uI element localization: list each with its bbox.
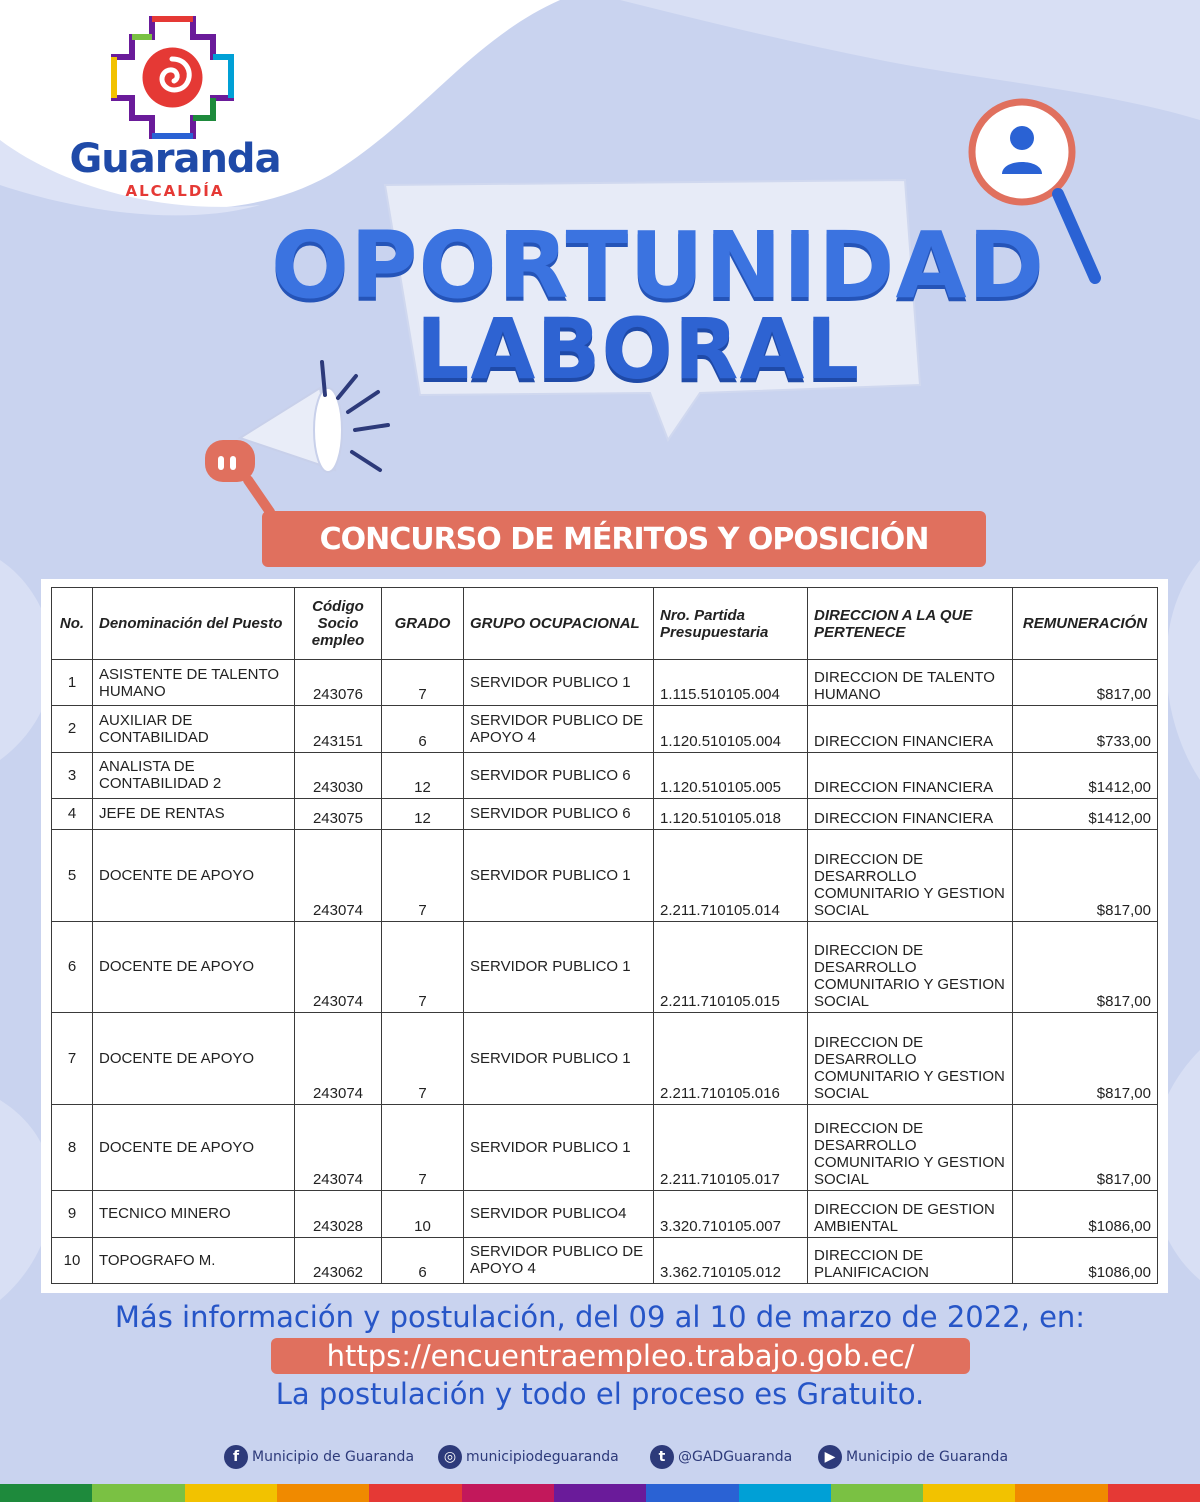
cell-grupo: SERVIDOR PUBLICO DE APOYO 4 — [464, 706, 654, 752]
cell-partida: 1.120.510105.004 — [654, 706, 808, 752]
table-row — [52, 706, 1158, 752]
contest-title: CONCURSO DE MÉRITOS Y OPOSICIÓN — [262, 511, 986, 567]
stripe-segment — [1108, 1484, 1200, 1502]
cell-codigo: 243030 — [295, 752, 382, 798]
application-url-link[interactable]: https://encuentraempleo.trabajo.gob.ec/ — [271, 1338, 970, 1374]
social-twitter[interactable] — [650, 1444, 792, 1470]
table-row — [52, 798, 1158, 829]
cell-codigo: 243074 — [295, 1013, 382, 1105]
cell-grado: 7 — [382, 830, 464, 922]
stripe-segment — [92, 1484, 184, 1502]
cell-remuneracion: $1086,00 — [1013, 1237, 1158, 1283]
cell-puesto: ANALISTA DE CONTABILIDAD 2 — [93, 752, 295, 798]
cell-grupo: SERVIDOR PUBLICO DE APOYO 4 — [464, 1237, 654, 1283]
table-row — [52, 1104, 1158, 1191]
headline-line-2: LABORAL — [415, 300, 861, 398]
table-row — [52, 752, 1158, 798]
stripe-segment — [185, 1484, 277, 1502]
headline-line-1: OPORTUNIDAD — [270, 212, 1046, 319]
stripe-segment — [739, 1484, 831, 1502]
social-instagram[interactable] — [438, 1444, 619, 1470]
cell-grupo: SERVIDOR PUBLICO 6 — [464, 798, 654, 829]
cell-puesto: DOCENTE DE APOYO — [93, 830, 295, 922]
header-grado: GRADO — [382, 588, 464, 660]
cell-grupo: SERVIDOR PUBLICO 1 — [464, 921, 654, 1013]
cell-no: 8 — [52, 1104, 93, 1191]
cell-codigo: 243076 — [295, 660, 382, 706]
header-remuneracion: REMUNERACIÓN — [1013, 588, 1158, 660]
cell-grado: 7 — [382, 660, 464, 706]
social-label: municipiodeguaranda — [466, 1449, 619, 1465]
cell-grado: 7 — [382, 1013, 464, 1105]
cell-puesto: TECNICO MINERO — [93, 1191, 295, 1237]
info-dates: Más información y postulación, del 09 al 10 de marzo de 2022, en: — [114, 1300, 1086, 1334]
cell-direccion: DIRECCION DE DESARROLLO COMUNITARIO Y GESTION SOCIAL — [808, 921, 1013, 1013]
header-puesto: Denominación del Puesto — [93, 588, 295, 660]
cell-codigo: 243028 — [295, 1191, 382, 1237]
cell-grupo: SERVIDOR PUBLICO 1 — [464, 830, 654, 922]
cell-direccion: DIRECCION DE DESARROLLO COMUNITARIO Y GESTION SOCIAL — [808, 830, 1013, 922]
cell-partida: 2.211.710105.016 — [654, 1013, 808, 1105]
cell-grado: 7 — [382, 1104, 464, 1191]
social-label: Municipio de Guaranda — [252, 1449, 415, 1465]
cell-remuneracion: $1412,00 — [1013, 798, 1158, 829]
cell-remuneracion: $733,00 — [1013, 706, 1158, 752]
table-row — [52, 1013, 1158, 1105]
stripe-segment — [277, 1484, 369, 1502]
cell-grupo: SERVIDOR PUBLICO4 — [464, 1191, 654, 1237]
brand-subtitle: ALCALDÍA — [125, 182, 225, 200]
cell-puesto: JEFE DE RENTAS — [93, 798, 295, 829]
stripe-segment — [831, 1484, 923, 1502]
cell-grupo: SERVIDOR PUBLICO 1 — [464, 1013, 654, 1105]
table-row — [52, 1237, 1158, 1283]
header-direccion: DIRECCION A LA QUE PERTENECE — [808, 588, 1013, 660]
cell-remuneracion: $817,00 — [1013, 1104, 1158, 1191]
social-label: @GADGuaranda — [678, 1449, 793, 1465]
cell-grupo: SERVIDOR PUBLICO 1 — [464, 1104, 654, 1191]
table-row — [52, 830, 1158, 922]
table-row — [52, 1191, 1158, 1237]
header-codigo: Código Socio empleo — [295, 588, 382, 660]
cell-remuneracion: $1412,00 — [1013, 752, 1158, 798]
cell-remuneracion: $817,00 — [1013, 660, 1158, 706]
cell-partida: 2.211.710105.017 — [654, 1104, 808, 1191]
stripe-segment — [923, 1484, 1015, 1502]
cell-partida: 1.120.510105.018 — [654, 798, 808, 829]
stripe-segment — [554, 1484, 646, 1502]
color-stripe — [0, 1484, 1200, 1502]
cell-no: 6 — [52, 921, 93, 1013]
stripe-segment — [1015, 1484, 1107, 1502]
info-free-process: La postulación y todo el proceso es Gratuito. — [275, 1377, 925, 1411]
cell-remuneracion: $817,00 — [1013, 830, 1158, 922]
cell-puesto: ASISTENTE DE TALENTO HUMANO — [93, 660, 295, 706]
cell-remuneracion: $817,00 — [1013, 1013, 1158, 1105]
stripe-segment — [369, 1484, 461, 1502]
cell-grado: 6 — [382, 706, 464, 752]
cell-partida: 1.120.510105.005 — [654, 752, 808, 798]
youtube-icon: ▶ — [818, 1445, 842, 1469]
cell-direccion: DIRECCION FINANCIERA — [808, 706, 1013, 752]
cell-puesto: TOPOGRAFO M. — [93, 1237, 295, 1283]
facebook-icon: f — [224, 1445, 248, 1469]
cell-direccion: DIRECCION FINANCIERA — [808, 752, 1013, 798]
cell-grado: 10 — [382, 1191, 464, 1237]
job-table-panel — [41, 579, 1168, 1293]
cell-partida: 3.362.710105.012 — [654, 1237, 808, 1283]
cell-grupo: SERVIDOR PUBLICO 6 — [464, 752, 654, 798]
table-row — [52, 921, 1158, 1013]
cell-direccion: DIRECCION DE PLANIFICACION — [808, 1237, 1013, 1283]
table-row — [52, 660, 1158, 706]
cell-partida: 3.320.710105.007 — [654, 1191, 808, 1237]
header-grupo: GRUPO OCUPACIONAL — [464, 588, 654, 660]
cell-no: 4 — [52, 798, 93, 829]
social-label: Municipio de Guaranda — [846, 1449, 1009, 1465]
cell-puesto: AUXILIAR DE CONTABILIDAD — [93, 706, 295, 752]
cell-direccion: DIRECCION DE DESARROLLO COMUNITARIO Y GESTION SOCIAL — [808, 1104, 1013, 1191]
cell-partida: 2.211.710105.014 — [654, 830, 808, 922]
cell-puesto: DOCENTE DE APOYO — [93, 921, 295, 1013]
brand-name: Guaranda — [69, 136, 281, 182]
cell-partida: 1.115.510105.004 — [654, 660, 808, 706]
cell-codigo: 243075 — [295, 798, 382, 829]
cell-grado: 12 — [382, 752, 464, 798]
cell-no: 5 — [52, 830, 93, 922]
cell-partida: 2.211.710105.015 — [654, 921, 808, 1013]
cell-grupo: SERVIDOR PUBLICO 1 — [464, 660, 654, 706]
cell-codigo: 243062 — [295, 1237, 382, 1283]
cell-remuneracion: $1086,00 — [1013, 1191, 1158, 1237]
social-facebook[interactable] — [224, 1444, 414, 1470]
cell-codigo: 243074 — [295, 921, 382, 1013]
stripe-segment — [646, 1484, 738, 1502]
cell-puesto: DOCENTE DE APOYO — [93, 1104, 295, 1191]
stripe-segment — [0, 1484, 92, 1502]
cell-grado: 6 — [382, 1237, 464, 1283]
social-youtube[interactable] — [818, 1444, 1008, 1470]
header-no: No. — [52, 588, 93, 660]
cell-no: 1 — [52, 660, 93, 706]
twitter-icon: t — [650, 1445, 674, 1469]
header-partida: Nro. Partida Presupuestaria — [654, 588, 808, 660]
cell-grado: 12 — [382, 798, 464, 829]
cell-direccion: DIRECCION DE TALENTO HUMANO — [808, 660, 1013, 706]
cell-codigo: 243074 — [295, 830, 382, 922]
cell-no: 2 — [52, 706, 93, 752]
cell-codigo: 243074 — [295, 1104, 382, 1191]
cell-no: 7 — [52, 1013, 93, 1105]
cell-no: 3 — [52, 752, 93, 798]
table-header-row — [52, 588, 1158, 660]
cell-no: 9 — [52, 1191, 93, 1237]
job-table — [51, 587, 1158, 1284]
cell-puesto: DOCENTE DE APOYO — [93, 1013, 295, 1105]
cell-codigo: 243151 — [295, 706, 382, 752]
instagram-icon: ◎ — [438, 1445, 462, 1469]
cell-direccion: DIRECCION DE GESTION AMBIENTAL — [808, 1191, 1013, 1237]
cell-no: 10 — [52, 1237, 93, 1283]
cell-direccion: DIRECCION FINANCIERA — [808, 798, 1013, 829]
cell-direccion: DIRECCION DE DESARROLLO COMUNITARIO Y GESTION SOCIAL — [808, 1013, 1013, 1105]
cell-grado: 7 — [382, 921, 464, 1013]
stripe-segment — [462, 1484, 554, 1502]
cell-remuneracion: $817,00 — [1013, 921, 1158, 1013]
